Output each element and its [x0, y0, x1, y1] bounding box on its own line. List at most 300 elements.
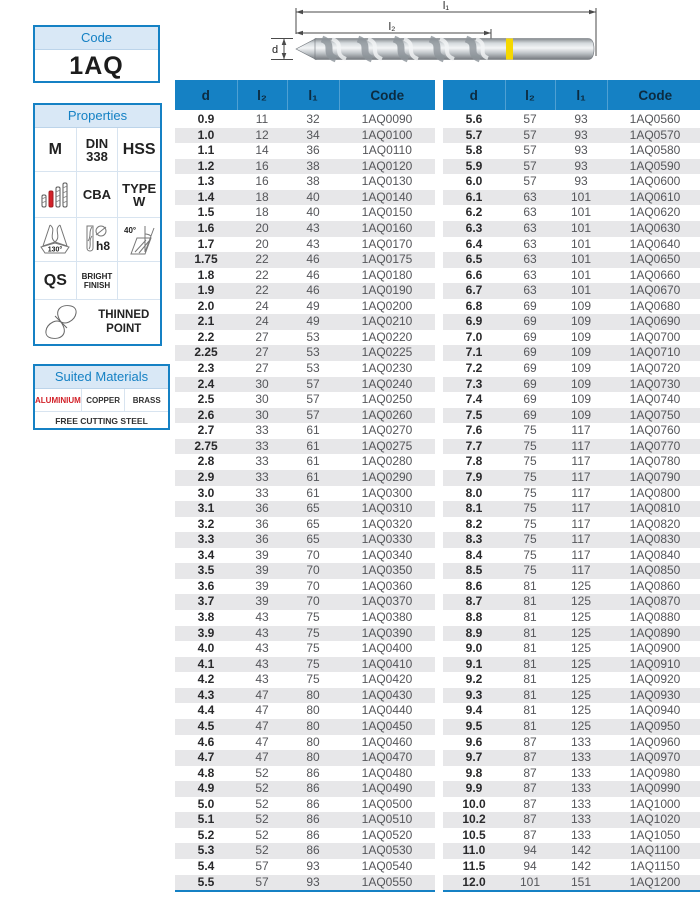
table-cell: 1AQ0120 [361, 158, 413, 173]
table-row [175, 859, 435, 875]
table-row [175, 594, 435, 610]
table-cell: 1AQ0690 [629, 314, 681, 329]
table-cell: 46 [306, 252, 320, 267]
table-row [175, 719, 435, 735]
table-cell: 86 [306, 796, 320, 811]
table-row [175, 439, 435, 455]
table-cell: 125 [570, 641, 592, 656]
header-l1: l₁ [555, 80, 607, 111]
table-cell: 3.6 [197, 578, 215, 593]
table-cell: 133 [570, 812, 592, 827]
table-cell: 117 [571, 516, 591, 531]
table-cell: 1AQ0250 [361, 392, 413, 407]
table-cell: 38 [306, 158, 320, 173]
table-cell: 22 [255, 252, 269, 267]
table-cell: 1AQ0770 [629, 438, 681, 453]
table-cell: 80 [306, 703, 320, 718]
table-cell: 43 [255, 625, 269, 640]
table-cell: 125 [570, 718, 592, 733]
table-cell: 18 [255, 189, 269, 204]
table-row [175, 252, 435, 268]
table-cell: 61 [306, 454, 320, 469]
table-cell: 9.9 [465, 781, 483, 796]
table-row [175, 766, 435, 782]
table-cell: 63 [523, 252, 537, 267]
table-cell: 5.1 [197, 812, 215, 827]
table-cell: 6.0 [465, 174, 483, 189]
table-row [443, 392, 700, 408]
table-row [443, 252, 700, 268]
table-cell: 1AQ0580 [629, 143, 681, 158]
table-cell: 47 [255, 750, 269, 765]
table-cell: 4.8 [197, 765, 215, 780]
l2-label: l₂ [388, 21, 396, 33]
table-row [175, 735, 435, 751]
table-cell: 133 [570, 796, 592, 811]
header-d: d [175, 80, 237, 111]
table-cell: 57 [523, 158, 537, 173]
table-cell: 87 [523, 827, 537, 842]
table-cell: 63 [523, 283, 537, 298]
table-cell: 81 [523, 594, 537, 609]
empty-cell [118, 262, 160, 300]
table-cell: 57 [523, 127, 537, 142]
point-angle-130-icon [35, 218, 77, 262]
table-cell: 36 [306, 143, 320, 158]
table-cell: 30 [255, 407, 269, 422]
table-cell: 10.2 [462, 812, 486, 827]
table-cell: 65 [306, 516, 320, 531]
table-cell: 6.2 [465, 205, 483, 220]
table-cell: 117 [571, 469, 591, 484]
table-cell: 9.3 [465, 687, 483, 702]
table-cell: 2.2 [197, 329, 215, 344]
table-row [443, 719, 700, 735]
table-cell: 4.9 [197, 781, 215, 796]
table-cell: 6.5 [465, 252, 483, 267]
table-cell: 3.1 [197, 501, 215, 516]
table-cell: 94 [523, 843, 537, 858]
table-cell: 63 [523, 220, 537, 235]
table-cell: 125 [570, 672, 592, 687]
table-cell: 86 [306, 765, 320, 780]
table-cell: 1.5 [197, 205, 215, 220]
table-cell: 4.1 [197, 656, 215, 671]
table-cell: 75 [523, 469, 537, 484]
table-cell: 1AQ0500 [361, 796, 413, 811]
table-row [443, 314, 700, 330]
table-cell: 36 [255, 516, 269, 531]
table-cell: 117 [571, 501, 591, 516]
table-cell: 1AQ0650 [629, 252, 681, 267]
table-cell: 1AQ0150 [361, 205, 413, 220]
table-row [443, 766, 700, 782]
table-cell: 52 [255, 843, 269, 858]
table-cell: 3.4 [197, 547, 215, 562]
table-row [175, 641, 435, 657]
table-cell: 75 [306, 641, 320, 656]
table-cell: 22 [255, 283, 269, 298]
table-cell: 47 [255, 687, 269, 702]
size-table-left [175, 80, 435, 892]
table-row [443, 221, 700, 237]
table-cell: 63 [523, 267, 537, 282]
thinned-point-icon [35, 300, 88, 344]
table-row [443, 703, 700, 719]
table-cell: 69 [523, 361, 537, 375]
table-header [175, 80, 435, 111]
table-cell: 101 [570, 220, 592, 235]
table-cell: 32 [306, 112, 320, 126]
table-cell: 65 [306, 501, 320, 516]
table-cell: 24 [255, 298, 269, 313]
table-cell: 27 [255, 345, 269, 360]
table-cell: 10.0 [462, 796, 486, 811]
table-cell: 1AQ0900 [629, 641, 681, 656]
table-cell: 1AQ0380 [361, 610, 413, 624]
table-row [443, 330, 700, 346]
table-cell: 6.7 [465, 283, 483, 298]
table-cell: 101 [570, 283, 592, 298]
table-cell: 8.4 [465, 547, 483, 562]
table-cell: 57 [306, 392, 320, 407]
table-cell: 1AQ0730 [629, 376, 681, 391]
table-row [443, 268, 700, 284]
table-cell: 7.7 [465, 438, 483, 453]
table-cell: 117 [571, 454, 591, 469]
table-cell: 5.7 [465, 127, 483, 142]
table-cell: 93 [574, 143, 588, 158]
drill-illustration [296, 39, 594, 60]
table-row [175, 111, 435, 128]
table-cell: 1AQ0230 [361, 361, 413, 375]
table-cell: 8.6 [465, 578, 483, 593]
table-row [175, 454, 435, 470]
bright-finish-label: BRIGHT FINISH [77, 262, 119, 300]
table-cell: 1AQ0290 [361, 469, 413, 484]
table-cell: 8.7 [465, 594, 483, 609]
table-cell: 61 [306, 438, 320, 453]
table-cell: 1AQ0300 [361, 485, 413, 500]
table-cell: 1AQ0225 [361, 345, 413, 360]
table-row [175, 174, 435, 190]
table-cell: 39 [255, 563, 269, 578]
table-row [175, 159, 435, 175]
table-cell: 101 [570, 236, 592, 251]
table-row [175, 875, 435, 892]
table-cell: 1AQ0700 [629, 329, 681, 344]
table-row [443, 423, 700, 439]
table-row [443, 299, 700, 315]
table-row [175, 828, 435, 844]
table-cell: 0.9 [197, 112, 215, 126]
size-table-right [443, 80, 700, 892]
table-cell: 20 [255, 236, 269, 251]
table-cell: 1AQ0350 [361, 563, 413, 578]
table-row [443, 532, 700, 548]
table-cell: 1AQ0790 [629, 469, 681, 484]
table-cell: 133 [570, 765, 592, 780]
table-row [175, 299, 435, 315]
table-cell: 1AQ0370 [361, 594, 413, 609]
table-cell: 75 [306, 656, 320, 671]
table-cell: 75 [523, 532, 537, 547]
table-cell: 109 [570, 407, 592, 422]
table-cell: 1AQ0550 [361, 874, 413, 889]
thinned-point-row [35, 300, 160, 344]
table-cell: 125 [570, 687, 592, 702]
header-l2: l₂ [237, 80, 287, 111]
table-row [175, 361, 435, 377]
type-w-label: TYPE W [118, 172, 160, 218]
table-cell: 30 [255, 376, 269, 391]
table-cell: 57 [255, 859, 269, 873]
table-row [175, 781, 435, 797]
table-row [443, 190, 700, 206]
table-row [175, 517, 435, 533]
table-cell: 1AQ0540 [361, 859, 413, 873]
table-row [175, 688, 435, 704]
table-cell: 109 [570, 329, 592, 344]
table-cell: 1AQ0480 [361, 765, 413, 780]
table-cell: 1AQ0820 [629, 516, 681, 531]
table-cell: 3.3 [197, 532, 215, 547]
table-cell: 1AQ0910 [629, 656, 681, 671]
table-cell: 75 [523, 438, 537, 453]
helix-angle-label: 40° [124, 225, 137, 235]
table-cell: 8.0 [465, 485, 483, 500]
table-cell: 4.3 [197, 687, 215, 702]
table-cell: 61 [306, 423, 320, 438]
table-row [175, 470, 435, 486]
table-cell: 49 [306, 298, 320, 313]
properties-grid [35, 128, 160, 300]
table-cell: 1AQ0570 [629, 127, 681, 142]
table-cell: 1AQ0880 [629, 610, 681, 624]
table-cell: 75 [523, 485, 537, 500]
table-cell: 101 [570, 189, 592, 204]
table-cell: 57 [306, 376, 320, 391]
table-cell: 6.4 [465, 236, 483, 251]
table-cell: 69 [523, 298, 537, 313]
table-cell: 87 [523, 765, 537, 780]
table-cell: 1AQ0610 [629, 189, 681, 204]
table-cell: 8.9 [465, 625, 483, 640]
table-row [443, 626, 700, 642]
drill-diagram [270, 0, 700, 78]
table-cell: 3.8 [197, 610, 215, 624]
table-cell: 11.5 [462, 859, 486, 873]
table-cell: 81 [523, 641, 537, 656]
table-cell: 57 [255, 874, 269, 889]
table-cell: 1AQ0660 [629, 267, 681, 282]
table-cell: 16 [255, 158, 269, 173]
table-cell: 75 [523, 547, 537, 562]
table-cell: 20 [255, 220, 269, 235]
table-row [175, 501, 435, 517]
table-cell: 1AQ0810 [629, 501, 681, 516]
table-cell: 70 [306, 578, 320, 593]
table-cell: 1AQ0175 [361, 252, 413, 267]
table-cell: 1.0 [197, 127, 215, 142]
table-cell: 5.6 [465, 112, 483, 126]
header-l2: l₂ [505, 80, 555, 111]
table-cell: 1.2 [197, 158, 215, 173]
table-cell: 1AQ1000 [629, 796, 681, 811]
table-cell: 101 [570, 205, 592, 220]
table-row [443, 750, 700, 766]
table-cell: 117 [571, 547, 591, 562]
table-cell: 1AQ0510 [361, 812, 413, 827]
table-row [443, 345, 700, 361]
table-cell: 81 [523, 625, 537, 640]
table-cell: 1AQ0110 [362, 143, 412, 158]
properties-title: Properties [35, 105, 160, 128]
suited-materials-box [33, 364, 170, 430]
table-cell: 1AQ0180 [361, 267, 413, 282]
table-cell: 2.8 [197, 454, 215, 469]
table-row [443, 688, 700, 704]
helix-angle-40-icon [118, 218, 160, 262]
table-cell: 1AQ0210 [361, 314, 413, 329]
table-cell: 2.7 [197, 423, 215, 438]
table-cell: 93 [306, 874, 320, 889]
table-cell: 101 [519, 874, 541, 889]
table-cell: 87 [523, 734, 537, 749]
table-cell: 1AQ0630 [629, 220, 681, 235]
table-cell: 1AQ0090 [361, 112, 413, 126]
table-cell: 1AQ0600 [629, 174, 681, 189]
table-cell: 3.5 [197, 563, 215, 578]
table-cell: 109 [570, 361, 592, 375]
yellow-band [506, 39, 513, 60]
table-cell: 65 [306, 532, 320, 547]
properties-box [33, 103, 162, 346]
table-cell: 93 [574, 112, 588, 126]
table-row [443, 828, 700, 844]
table-cell: 38 [306, 174, 320, 189]
table-cell: 7.6 [465, 423, 483, 438]
table-cell: 27 [255, 329, 269, 344]
table-cell: 1AQ1100 [630, 843, 680, 858]
table-cell: 1AQ0520 [361, 827, 413, 842]
table-cell: 1AQ0560 [629, 112, 681, 126]
table-cell: 109 [570, 345, 592, 360]
table-cell: 1AQ0140 [361, 189, 413, 204]
table-row [175, 486, 435, 502]
table-cell: 1.9 [197, 283, 215, 298]
table-cell: 1AQ0960 [629, 734, 681, 749]
table-row [443, 781, 700, 797]
code-box [33, 25, 160, 83]
table-row [443, 237, 700, 253]
table-cell: 43 [306, 220, 320, 235]
cba-label: CBA [77, 172, 119, 218]
table-cell: 7.1 [465, 345, 483, 360]
table-cell: 16 [255, 174, 269, 189]
table-cell: 1AQ1050 [629, 827, 681, 842]
table-cell: 27 [255, 361, 269, 375]
table-cell: 1AQ0670 [629, 283, 681, 298]
table-cell: 2.3 [197, 361, 215, 375]
table-cell: 43 [255, 656, 269, 671]
table-cell: 93 [574, 127, 588, 142]
table-cell: 33 [255, 469, 269, 484]
table-header [443, 80, 700, 111]
table-cell: 1AQ0200 [361, 298, 413, 313]
table-cell: 53 [306, 361, 320, 375]
table-cell: 125 [570, 610, 592, 624]
table-cell: 1AQ0270 [361, 423, 413, 438]
table-cell: 9.8 [465, 765, 483, 780]
table-cell: 2.1 [197, 314, 215, 329]
table-row [443, 812, 700, 828]
table-cell: 69 [523, 407, 537, 422]
table-cell: 11.0 [462, 843, 486, 858]
code-box-title: Code [35, 27, 158, 50]
table-cell: 1AQ0440 [361, 703, 413, 718]
table-cell: 1.6 [197, 220, 215, 235]
table-cell: 7.9 [465, 469, 483, 484]
table-cell: 101 [570, 252, 592, 267]
table-row [175, 626, 435, 642]
material-copper: COPPER [82, 389, 126, 411]
table-cell: 86 [306, 812, 320, 827]
table-cell: 75 [523, 454, 537, 469]
table-cell: 81 [523, 718, 537, 733]
table-cell: 69 [523, 376, 537, 391]
table-cell: 1AQ0620 [629, 205, 681, 220]
table-row [443, 548, 700, 564]
table-cell: 7.3 [465, 376, 483, 391]
table-cell: 93 [306, 859, 320, 873]
table-cell: 69 [523, 329, 537, 344]
table-row [443, 454, 700, 470]
table-cell: 1AQ1020 [629, 812, 681, 827]
table-cell: 94 [523, 859, 537, 873]
table-cell: 1AQ0940 [629, 703, 681, 718]
table-row [175, 423, 435, 439]
qs-label: QS [35, 262, 77, 300]
table-cell: 7.0 [465, 329, 483, 344]
table-cell: 80 [306, 718, 320, 733]
table-row [175, 579, 435, 595]
table-cell: 2.25 [194, 345, 218, 360]
table-cell: 80 [306, 750, 320, 765]
table-cell: 1AQ0830 [629, 532, 681, 547]
table-cell: 75 [523, 501, 537, 516]
header-d: d [443, 80, 505, 111]
table-cell: 1AQ0710 [629, 345, 681, 360]
table-cell: 87 [523, 812, 537, 827]
table-cell: 1AQ0360 [361, 578, 413, 593]
table-cell: 47 [255, 734, 269, 749]
table-cell: 9.7 [465, 750, 483, 765]
table-cell: 117 [571, 532, 591, 547]
material-brass: BRASS [132, 395, 161, 405]
table-cell: 1AQ0760 [629, 423, 681, 438]
table-cell: 52 [255, 812, 269, 827]
table-cell: 109 [570, 314, 592, 329]
table-cell: 30 [255, 392, 269, 407]
table-row [443, 563, 700, 579]
table-cell: 22 [255, 267, 269, 282]
table-cell: 8.2 [465, 516, 483, 531]
table-cell: 1AQ0490 [361, 781, 413, 796]
table-cell: 3.7 [197, 594, 215, 609]
table-cell: 24 [255, 314, 269, 329]
table-row [443, 486, 700, 502]
